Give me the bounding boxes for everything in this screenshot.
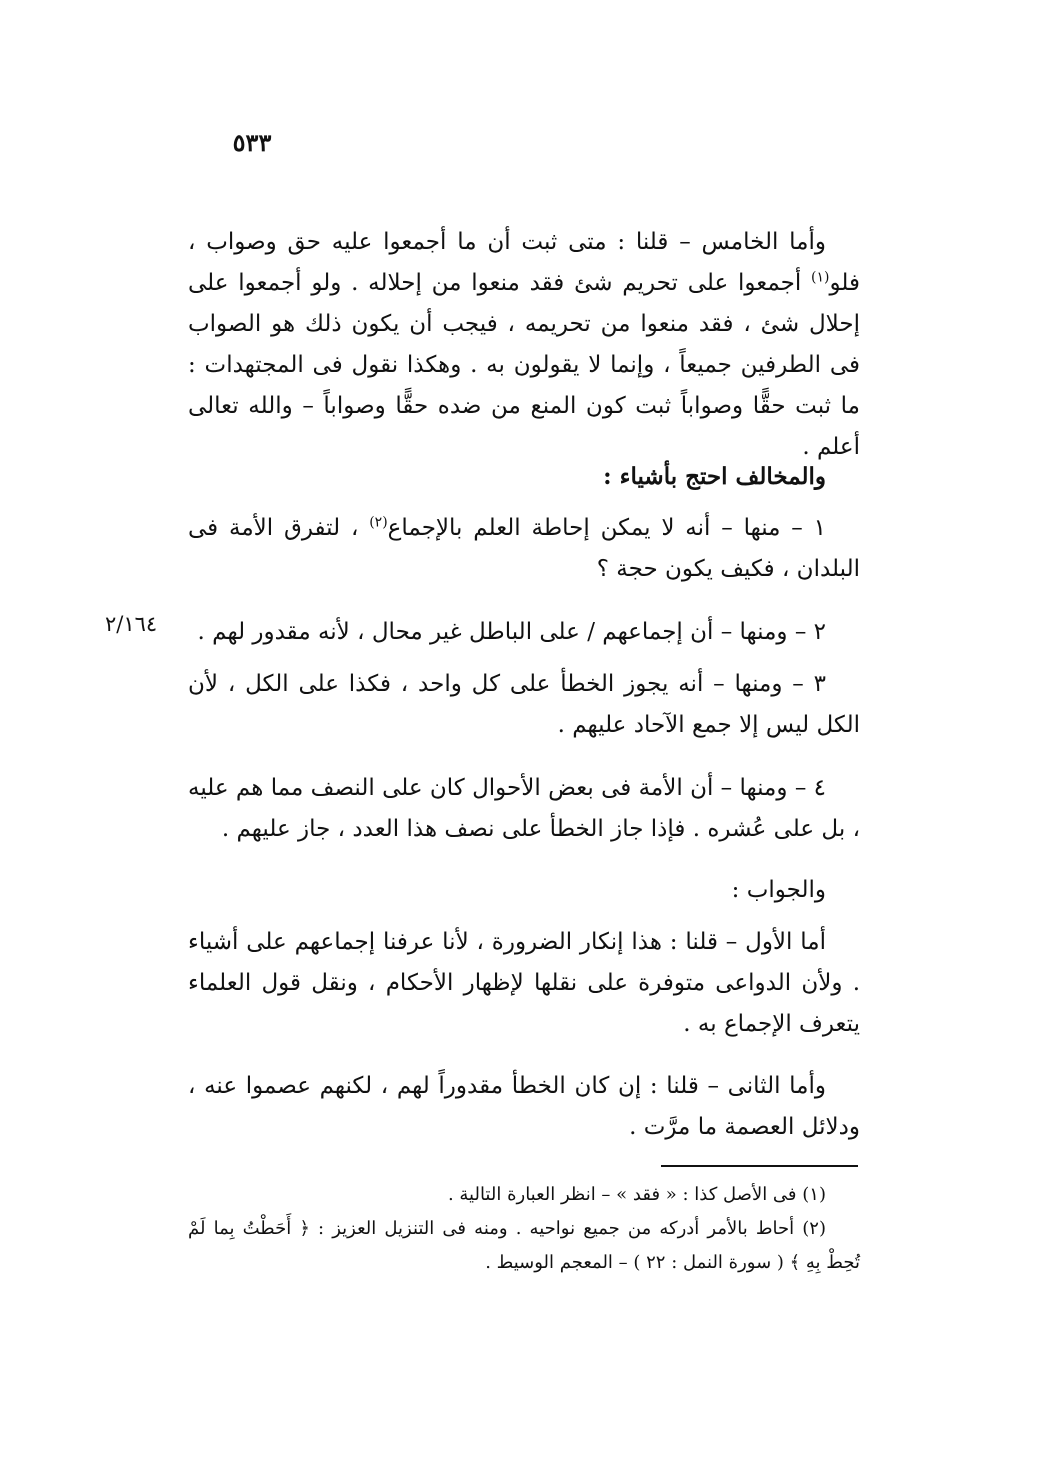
argument-4 xyxy=(188,768,860,850)
footnote-divider xyxy=(661,1165,858,1167)
answer-2 xyxy=(188,1066,860,1148)
argument-4-text: ٤ – ومنها – أن الأمة فى بعض الأحوال كان على النصف مما هم عليه ، بل على عُشره . فإذا جاز الخطأ على نصف هذا العدد ، جاز عليهم . xyxy=(188,775,860,842)
opponent-section xyxy=(188,456,860,498)
opponent-heading-text: والمخالف احتج بأشياء : xyxy=(603,463,826,490)
argument-1 xyxy=(188,508,860,590)
argument-3-text: ٣ – ومنها – أنه يجوز الخطأ على كل واحد ، فكذا على الكل ، لأن الكل ليس إلا جمع الآحاد عليهم . xyxy=(188,671,860,738)
argument-2 xyxy=(188,612,860,653)
page-number: ٥٣٣ xyxy=(232,128,272,157)
paragraph-fifth-response xyxy=(188,222,860,468)
paragraph-lead: وأما الخامس – قلنا : متى ثبت أن ما أجمعوا عليه حق وصواب ، فلو xyxy=(188,229,860,296)
footnote-marker-1: (١) xyxy=(811,269,830,286)
main-text xyxy=(188,222,860,468)
answer-section xyxy=(188,870,860,911)
footnote-1: (١) فى الأصل كذا : « فقد » – انظر العبارة التالية . xyxy=(447,1184,826,1205)
footnotes xyxy=(188,1178,860,1280)
answer-heading: والجواب : xyxy=(731,877,826,903)
footnote-marker-2: (٢) xyxy=(369,514,388,531)
argument-1-text xyxy=(188,508,860,590)
answer-1 xyxy=(188,922,860,1045)
argument-1-rest: ، لتفرق الأمة فى البلدان ، فكيف يكون حجة ؟ xyxy=(188,515,860,582)
opponent-heading xyxy=(188,456,860,498)
argument-1-lead: ١ – منها – أنه لا يمكن إحاطة العلم بالإجماع xyxy=(387,515,826,541)
answer-1-text: أما الأول – قلنا : هذا إنكار الضرورة ، لأنا عرفنا إجماعهم على أشياء . ولأن الدواعى متوفرة على نقلها لإظهار الأحكام ، ونقل قول العلماء يتعرف الإجماع به . xyxy=(188,929,860,1037)
argument-3 xyxy=(188,664,860,746)
footnote-2: (٢) أحاط بالأمر أدركه من جميع نواحيه . ومنه فى التنزيل العزيز : ﴿ أَحَطْتُ بِما لَمْ تُحِطْ بِهِ ﴾ ( سورة النمل : ٢٢ ) – المعجم الوسيط . xyxy=(188,1218,860,1273)
margin-reference: ٢/١٦٤ xyxy=(105,612,158,636)
argument-2-text: ٢ – ومنها – أن إجماعهم / على الباطل غير محال ، لأنه مقدور لهم . xyxy=(197,619,826,645)
answer-2-text: وأما الثانى – قلنا : إن كان الخطأ مقدوراً لهم ، لكنهم عصموا عنه ، ودلائل العصمة ما مرَّت . xyxy=(188,1073,860,1140)
paragraph-rest: أجمعوا على تحريم شئ فقد منعوا من إحلاله . ولو أجمعوا على إحلال شئ ، فقد منعوا من تحريمه ، فيجب أن يكون ذلك هو الصواب فى الطرفين جميعاً ، وإنما لا يقولون به . وهكذا نقول فى المجتهدات : ما ثبت حقًّا وصواباً ثبت كون المنع من ضده حقًّا وصواباً – والله تعالى أعلم . xyxy=(188,270,860,460)
